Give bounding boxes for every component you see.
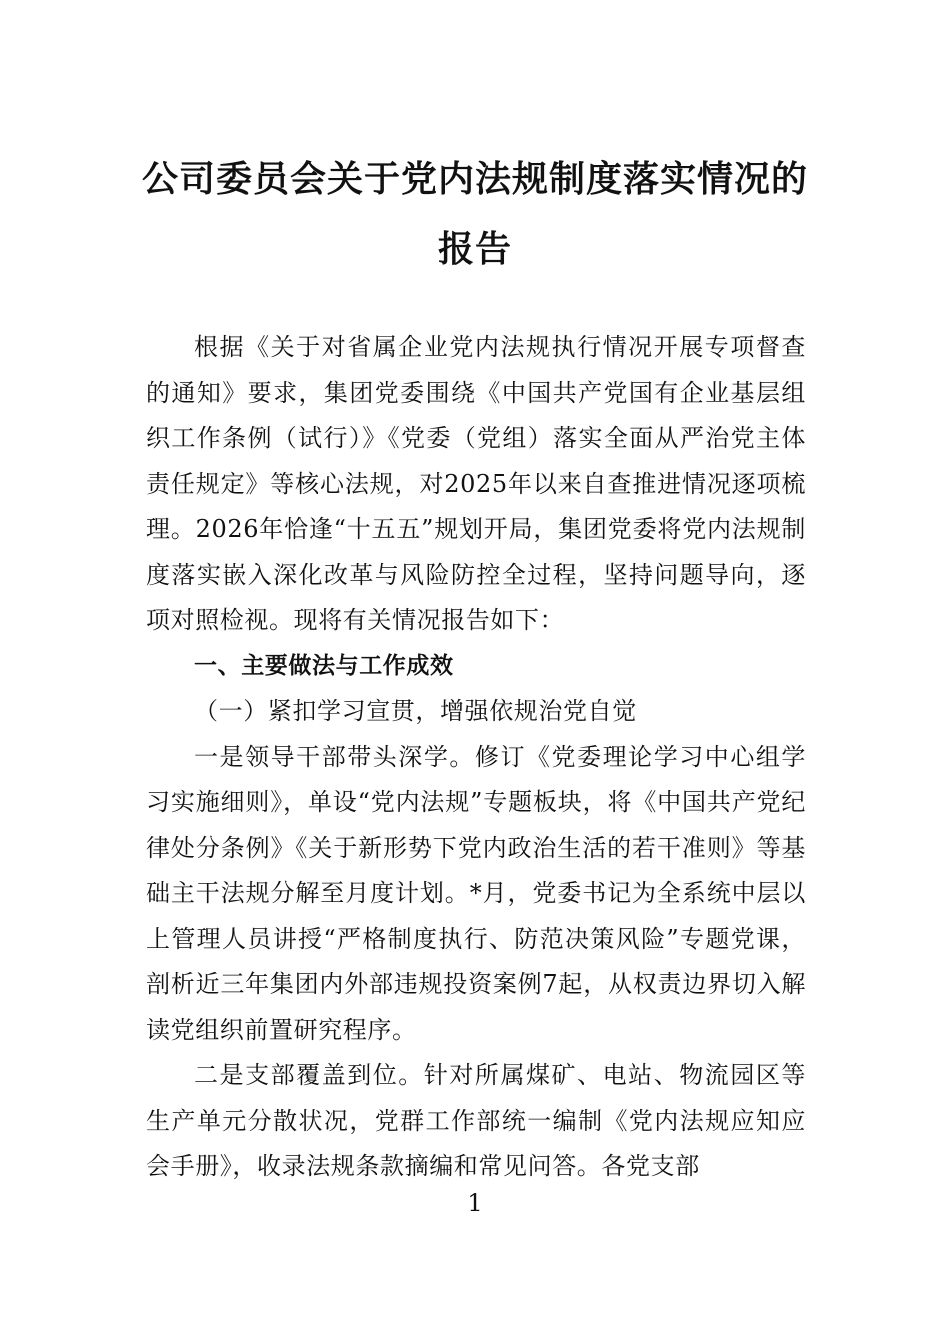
body-paragraph: 一是领导干部带头深学。修订《党委理论学习中心组学习实施细则》，单设“党内法规”专题板块，将《中国共产党纪律处分条例》《关于新形势下党内政治生活的若干准则》等基础主干法规分解至月度计划。*月，党委书记为全系统中层以上管理人员讲授“严格制度执行、防范决策风险”专题党课，剖析近三年集团内外部违规投资案例7起，从权责边界切入解读党组织前置研究程序。 <box>146 742 806 1044</box>
document-title-line-2: 报告 <box>437 229 512 270</box>
subsection-heading: （一）紧扣学习宣贯，增强依规治党自觉 <box>194 697 637 725</box>
body-paragraph: 二是支部覆盖到位。针对所属煤矿、电站、物流园区等生产单元分散状况，党群工作部统一编制《党内法规应知应会手册》，收录法规条款摘编和常见问答。各党支部 <box>146 1061 806 1180</box>
page-number: 1 <box>467 1189 483 1217</box>
intro-paragraph: 根据《关于对省属企业党内法规执行情况开展专项督查的通知》要求，集团党委围绕《中国共产党国有企业基层组织工作条例（试行）》《党委（党组）落实全面从严治党主体责任规定》等核心法规，对2025年以来自查推进情况逐项梳理。2026年恰逢“十五五”规划开局，集团党委将党内法规制度落实嵌入深化改革与风险防控全过程，坚持问题导向，逐项对照检视。现将有关情况报告如下： <box>146 333 806 634</box>
document-body <box>146 325 806 1190</box>
section-heading: 一、主要做法与工作成效 <box>194 652 454 679</box>
document-title-line-1: 公司委员会关于党内法规制度落实情况的 <box>141 159 808 200</box>
